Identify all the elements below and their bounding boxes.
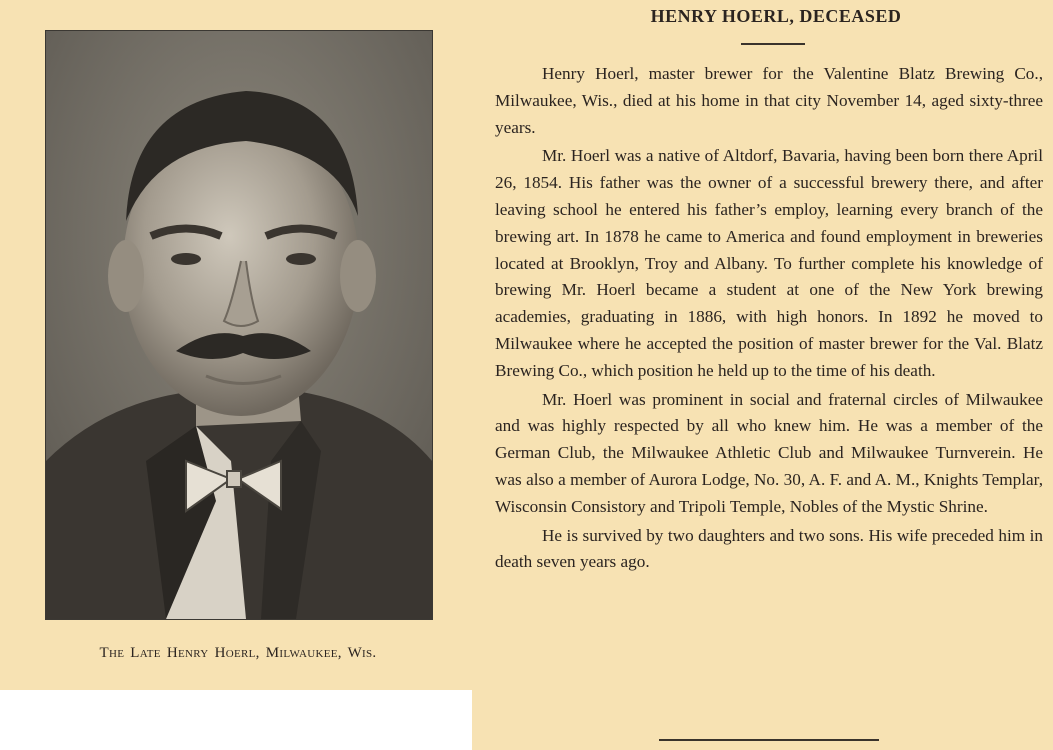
- portrait-photo: [45, 30, 433, 620]
- title-divider: [741, 43, 805, 45]
- end-divider: [659, 739, 879, 741]
- photo-caption: The Late Henry Hoerl, Milwaukee, Wis.: [99, 645, 377, 661]
- article-title: HENRY HOERL, DECEASED: [650, 6, 902, 26]
- article-paragraph: He is survived by two daughters and two sons. His wife preceded him in death seven years ago.: [495, 525, 1043, 572]
- article-paragraph: Mr. Hoerl was prominent in social and fraternal circles of Milwaukee and was highly respected by all who knew him. He was a member of the German Club, the Milwaukee Athletic Club and Milwaukee Turnverein. He was also a member of Aurora Lodge, No. 30, A. F. and A. M., Knights Templar, Wisconsin Consistory and Tripoli Temple, Nobles of the Mystic Shrine.: [495, 389, 1043, 516]
- article-paragraph: Henry Hoerl, master brewer for the Valentine Blatz Brewing Co., Milwaukee, Wis., died at his home in that city November 14, aged sixty-three years.: [495, 64, 1043, 137]
- article-paragraph: Mr. Hoerl was a native of Altdorf, Bavaria, having been born there April 26, 1854. His father was the owner of a successful brewery there, and after leaving school he entered his father’s employ, learning every branch of the brewing art. In 1878 he came to America and found employment in breweries located at Brooklyn, Troy and Albany. To further complete his knowledge of brewing Mr. Hoerl became a student at one of the New York brewing academies, graduating in 1886, with high honors. In 1892 he moved to Milwaukee where he accepted the position of master brewer for the Val. Blatz Brewing Co., which position he held up to the time of his death.: [495, 146, 1043, 380]
- article-column: [495, 4, 1043, 576]
